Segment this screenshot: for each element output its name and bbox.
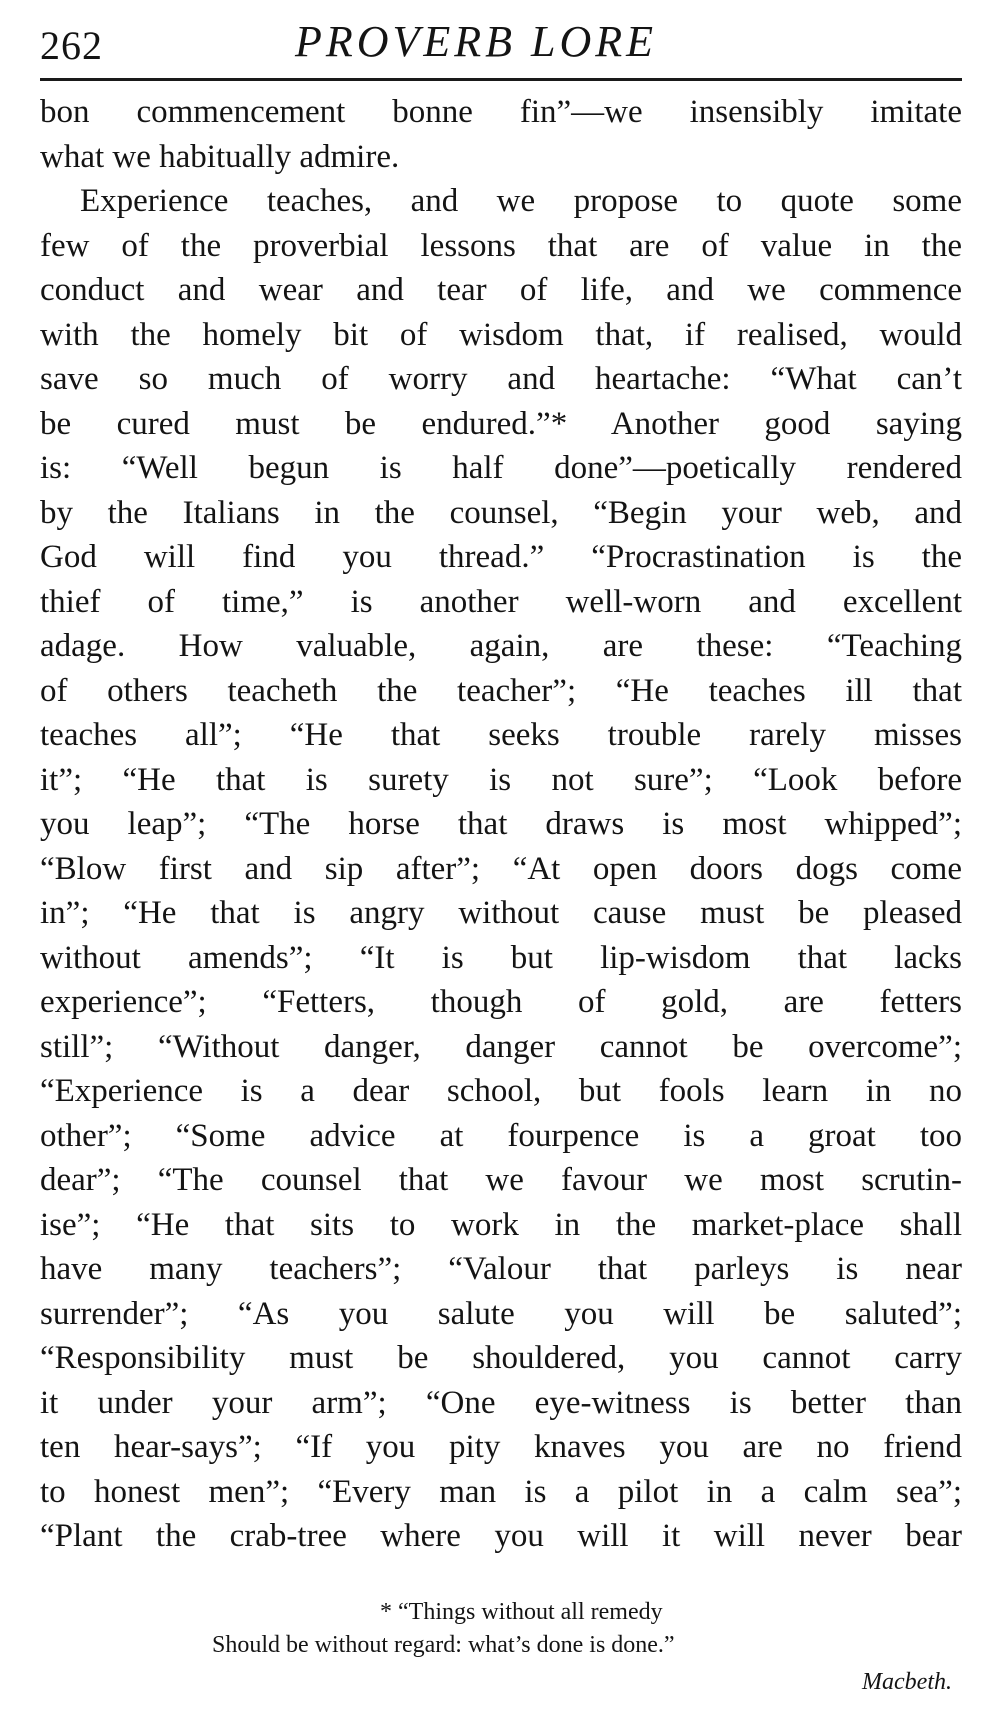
footnote-source: Macbeth.	[862, 1669, 952, 1695]
text-line: surrender”; “As you salute you will be saluted”;	[40, 1295, 962, 1332]
text-line: experience”; “Fetters, though of gold, are fetters	[40, 984, 962, 1020]
text-line: bon commencement bonne fin”—we insensibly imitate	[40, 94, 962, 130]
text-line: thief of time,” is another well-worn and excellent	[40, 583, 962, 620]
text-line: adage. How valuable, again, are these: “Teaching	[40, 628, 962, 664]
footnote-line: * “Things without all remedy	[380, 1599, 663, 1625]
text-line: be cured must be endured.”* Another good saying	[40, 405, 962, 442]
text-line: still”; “Without danger, danger cannot be overcome”;	[40, 1028, 962, 1065]
text-line: it”; “He that is surety is not sure”; “Look before	[40, 761, 962, 798]
text-line: without amends”; “It is but lip-wisdom that lacks	[40, 939, 962, 976]
text-line: teaches all”; “He that seeks trouble rarely misses	[40, 717, 962, 753]
text-line: “Responsibility must be shouldered, you cannot carry	[40, 1340, 962, 1376]
footnote-line: Should be without regard: what’s done is done.”	[212, 1632, 675, 1658]
text-line: is: “Well begun is half done”—poetically rendered	[40, 450, 962, 486]
text-line: by the Italians in the counsel, “Begin your web, and	[40, 494, 962, 531]
text-line: save so much of worry and heartache: “What can’t	[40, 361, 962, 397]
text-line: ten hear-says”; “If you pity knaves you are no friend	[40, 1429, 962, 1465]
text-line: it under your arm”; “One eye-witness is better than	[40, 1384, 962, 1421]
text-line: of others teacheth the teacher”; “He teaches ill that	[40, 672, 962, 709]
body-text	[40, 90, 962, 1559]
text-line: with the homely bit of wisdom that, if realised, would	[40, 316, 962, 353]
page-header	[40, 14, 962, 72]
text-line: you leap”; “The horse that draws is most whipped”;	[40, 806, 962, 842]
page-number: 262	[40, 23, 103, 68]
text-line: to honest men”; “Every man is a pilot in a calm sea”;	[40, 1473, 962, 1510]
text-line: “Experience is a dear school, but fools learn in no	[40, 1073, 962, 1109]
text-line: God will find you thread.” “Procrastination is the	[40, 539, 962, 575]
book-page	[40, 0, 962, 1720]
text-line: dear”; “The counsel that we favour we most scrutin-	[40, 1162, 962, 1198]
text-line: few of the proverbial lessons that are of value in the	[40, 227, 962, 264]
running-title: PROVERB LORE	[295, 17, 658, 66]
text-line: in”; “He that is angry without cause must be pleased	[40, 895, 962, 931]
text-line: Experience teaches, and we propose to quote some	[80, 183, 962, 219]
text-line: “Blow first and sip after”; “At open doors dogs come	[40, 850, 962, 887]
text-line: “Plant the crab-tree where you will it will never bear	[40, 1518, 962, 1554]
text-line: ise”; “He that sits to work in the market-place shall	[40, 1206, 962, 1243]
text-line: other”; “Some advice at fourpence is a groat too	[40, 1117, 962, 1154]
text-line: what we habitually admire.	[40, 138, 400, 175]
text-line: have many teachers”; “Valour that parleys is near	[40, 1251, 962, 1287]
text-line: conduct and wear and tear of life, and we commence	[40, 272, 962, 308]
header-rule	[40, 78, 962, 81]
